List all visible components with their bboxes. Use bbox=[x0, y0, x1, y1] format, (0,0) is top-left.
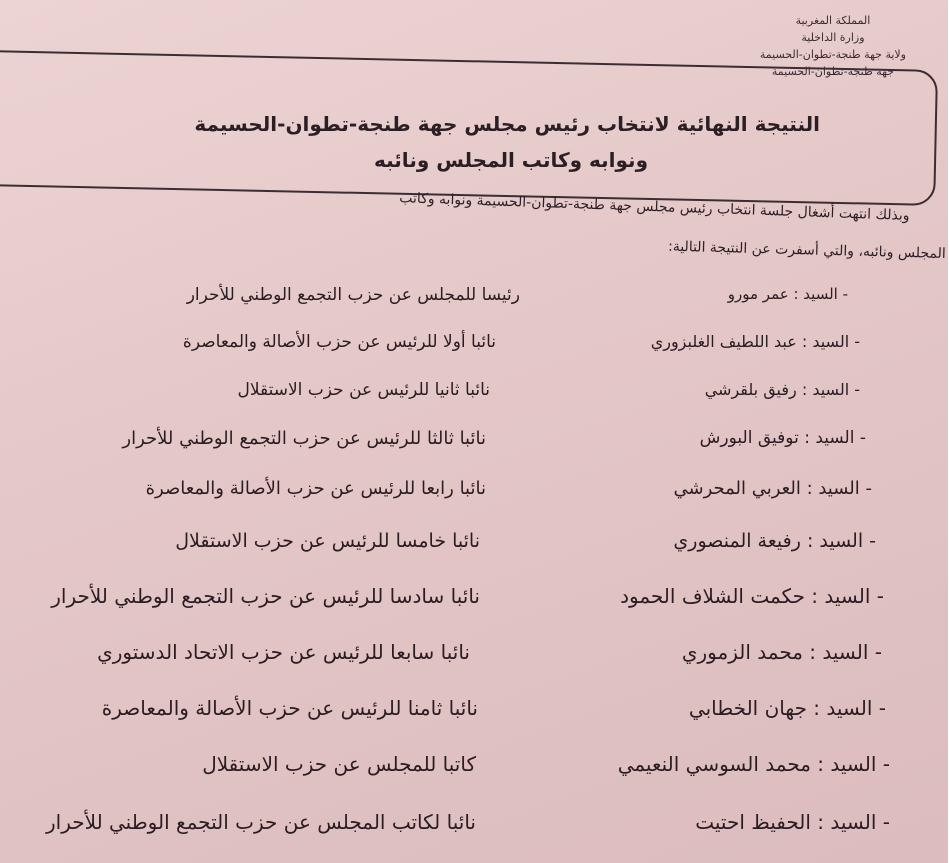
letterhead-line: ولاية جهة طنجة-تطوان-الحسيمة bbox=[760, 48, 907, 61]
result-row bbox=[0, 530, 949, 570]
intro-line1: وبذلك انتهت أشغال جلسة انتخاب رئيس مجلس جهة طنجة-تطوان-الحسيمة ونوابه وكاتب bbox=[400, 190, 912, 224]
result-row bbox=[0, 478, 949, 518]
result-row bbox=[0, 810, 949, 850]
member-role: نائبا ثالثا للرئيس عن حزب التجمع الوطني للأحرار bbox=[123, 428, 487, 449]
member-name: - السيد : محمد الزموري bbox=[682, 640, 883, 664]
member-name: - السيد : الحفيظ احتيت bbox=[696, 810, 891, 834]
result-row bbox=[0, 696, 949, 736]
member-name: - السيد : جهان الخطابي bbox=[689, 696, 887, 720]
member-role: نائبا أولا للرئيس عن حزب الأصالة والمعاصرة bbox=[183, 332, 497, 352]
member-name: - السيد : رفيعة المنصوري bbox=[674, 530, 877, 552]
member-role: نائبا ثامنا للرئيس عن حزب الأصالة والمعاصرة bbox=[102, 696, 479, 720]
intro-line2: المجلس ونائبه، والتي أسفرت عن النتيجة التالية: bbox=[669, 238, 948, 262]
result-row bbox=[0, 332, 949, 372]
member-name: - السيد : توفيق البورش bbox=[700, 428, 867, 448]
member-role: نائبا خامسا للرئيس عن حزب الاستقلال bbox=[176, 530, 481, 552]
result-row bbox=[0, 752, 949, 792]
member-role: نائبا سابعا للرئيس عن حزب الاتحاد الدستوري bbox=[98, 640, 471, 664]
member-name: - السيد : عمر مورو bbox=[728, 285, 849, 303]
member-role: نائبا لكاتب المجلس عن حزب التجمع الوطني للأحرار bbox=[47, 810, 477, 834]
letterhead-line: جهة طنجة-تطوان-الحسيمة bbox=[772, 65, 895, 78]
document-title-line2: ونوابه وكاتب المجلس ونائبه bbox=[375, 148, 649, 172]
letterhead-line: وزارة الداخلية bbox=[802, 31, 866, 44]
member-name: - السيد : محمد السوسي النعيمي bbox=[618, 752, 891, 776]
member-role: كاتبا للمجلس عن حزب الاستقلال bbox=[203, 752, 477, 776]
member-role: نائبا سادسا للرئيس عن حزب التجمع الوطني للأحرار bbox=[52, 584, 481, 608]
letterhead-line: المملكة المغربية bbox=[796, 14, 872, 27]
member-role: نائبا رابعا للرئيس عن حزب الأصالة والمعاصرة bbox=[146, 478, 487, 499]
member-name: - السيد : حكمت الشلاف الحمود bbox=[621, 584, 885, 608]
member-name: - السيد : رفيق بلقرشي bbox=[705, 380, 861, 399]
member-name: - السيد : العربي المحرشي bbox=[674, 478, 873, 499]
result-row bbox=[0, 428, 949, 468]
result-row bbox=[0, 380, 949, 420]
document-title-line1: النتيجة النهائية لانتخاب رئيس مجلس جهة طنجة-تطوان-الحسيمة bbox=[195, 112, 821, 136]
result-row bbox=[0, 285, 949, 325]
member-name: - السيد : عبد اللطيف الغلبزوري bbox=[651, 332, 861, 351]
member-role: نائبا ثانيا للرئيس عن حزب الاستقلال bbox=[238, 380, 491, 400]
result-row bbox=[0, 584, 949, 624]
result-row bbox=[0, 640, 949, 680]
member-role: رئيسا للمجلس عن حزب التجمع الوطني للأحرار bbox=[187, 285, 521, 305]
